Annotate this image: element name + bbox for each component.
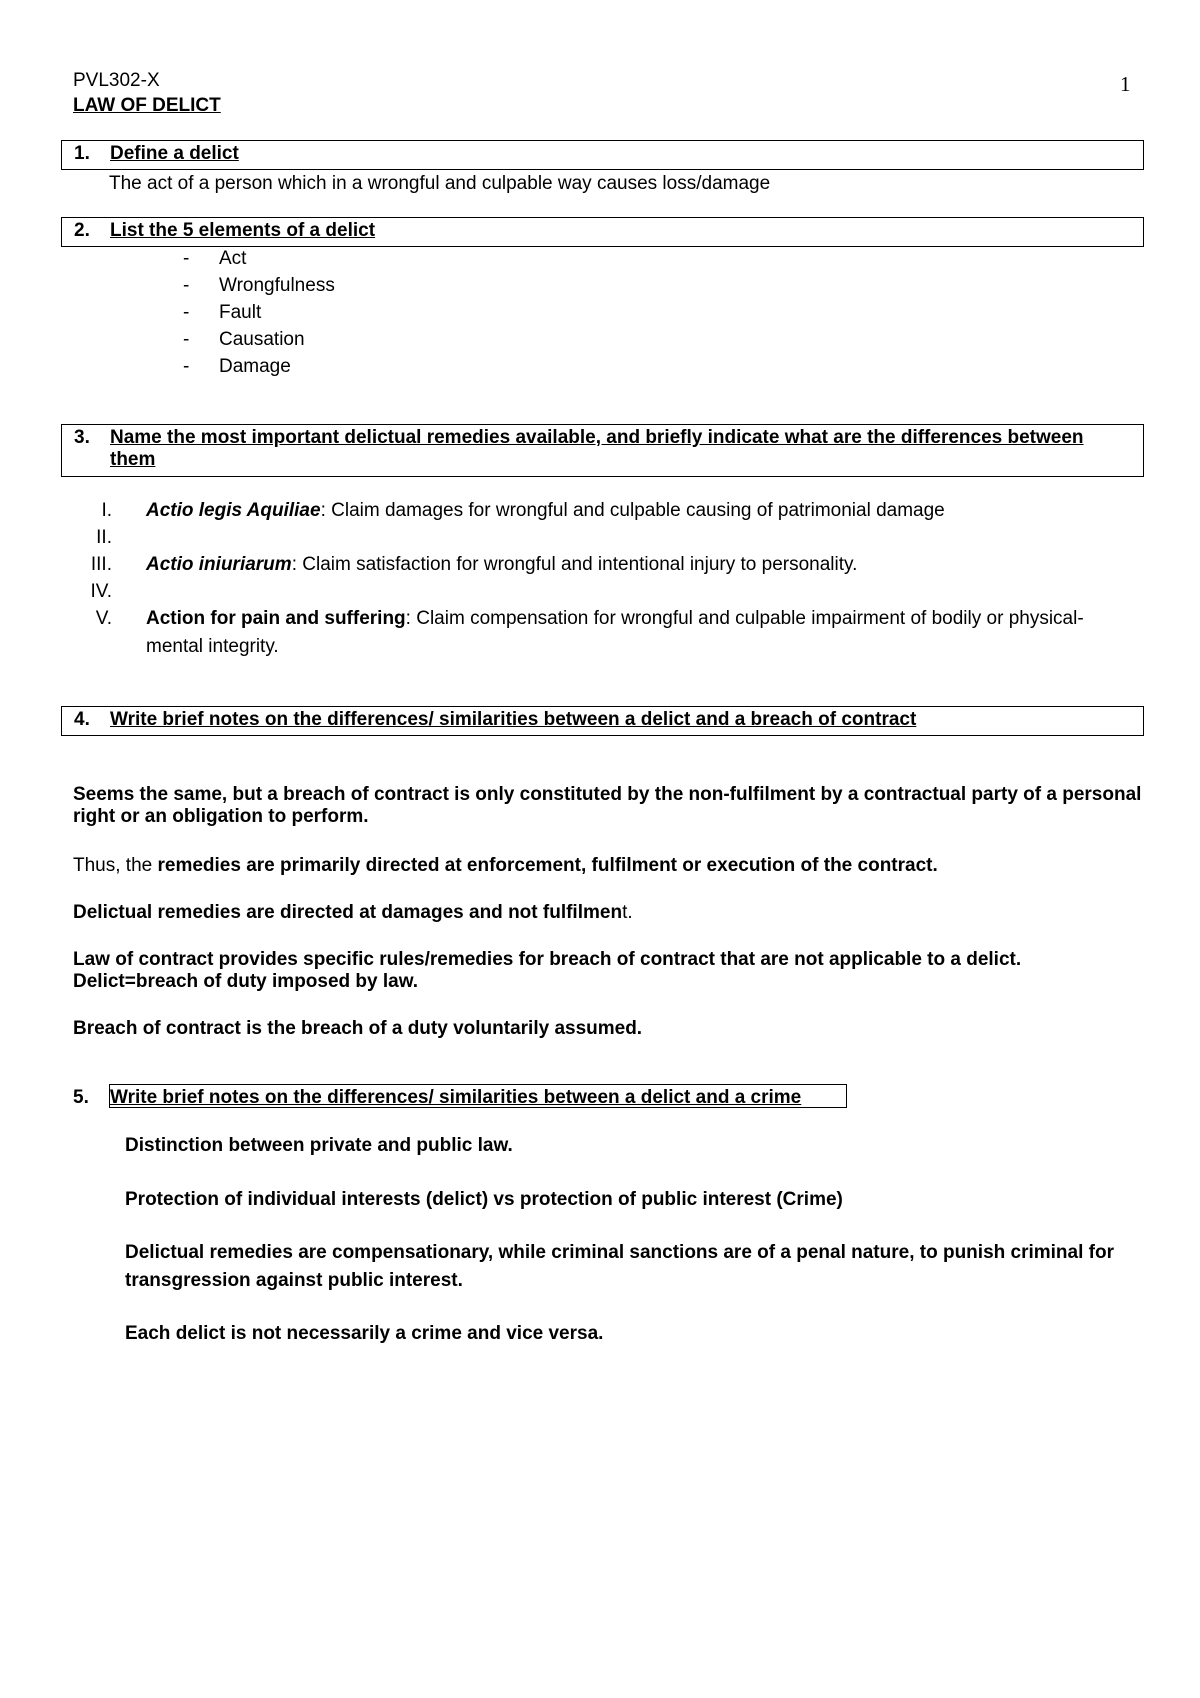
question-2-text: List the 5 elements of a delict bbox=[110, 220, 376, 241]
remedy-numeral: II. bbox=[96, 527, 112, 548]
remedy-name: Actio legis Aquiliae bbox=[146, 500, 321, 521]
list-item: Damage bbox=[219, 356, 291, 377]
q4-paragraph-3 bbox=[73, 902, 1153, 924]
remedy-item bbox=[146, 497, 1126, 525]
question-1-box bbox=[61, 140, 1144, 170]
question-2-box bbox=[61, 217, 1144, 247]
q5-paragraph-3: Delictual remedies are compensationary, while criminal sanctions are of a penal nature, to punish criminal for transgression against public interest. bbox=[125, 1242, 1114, 1291]
remedy-description: : Claim compensation for wrongful and culpable impairment of bodily or physical-mental integrity. bbox=[146, 608, 1084, 657]
q4-paragraph-2-lead: Thus, the bbox=[73, 855, 158, 876]
list-item: Causation bbox=[219, 329, 305, 350]
q5-paragraph-1: Distinction between private and public law. bbox=[125, 1135, 513, 1156]
list-dash: - bbox=[183, 302, 190, 323]
q5-paragraph-2: Protection of individual interests (delict) vs protection of public interest (Crime) bbox=[125, 1189, 843, 1210]
remedy-description: : Claim damages for wrongful and culpable causing of patrimonial damage bbox=[320, 500, 945, 521]
q4-paragraph-2-bold: remedies are primarily directed at enforcement, fulfilment or execution of the contract. bbox=[157, 855, 938, 876]
remedy-item bbox=[146, 605, 1126, 661]
question-5-text: Write brief notes on the differences/ similarities between a delict and a crime bbox=[110, 1087, 802, 1108]
q4-paragraph-6: Breach of contract is the breach of a duty voluntarily assumed. bbox=[73, 1018, 643, 1039]
remedy-numeral: V. bbox=[95, 608, 112, 629]
question-4-box bbox=[61, 706, 1144, 736]
question-3-box bbox=[61, 424, 1144, 477]
question-2-number: 2. bbox=[74, 220, 90, 241]
question-3-text: Name the most important delictual remedies available, and briefly indicate what are the differences between them bbox=[110, 427, 1084, 470]
list-item: Fault bbox=[219, 302, 262, 323]
remedy-item bbox=[146, 551, 1126, 579]
remedy-numeral: IV. bbox=[90, 581, 112, 602]
remedy-numeral: III. bbox=[90, 554, 112, 575]
question-4-text: Write brief notes on the differences/ similarities between a delict and a breach of contract bbox=[110, 709, 917, 730]
remedy-numeral: I. bbox=[101, 500, 112, 521]
q4-paragraph-1: Seems the same, but a breach of contract is only constituted by the non-fulfilment by a contractual party of a personal right or an obligation to perform. bbox=[73, 784, 1142, 827]
page-number: 1 bbox=[1120, 72, 1131, 96]
list-item: Act bbox=[219, 248, 247, 269]
q4-paragraph-5: Delict=breach of duty imposed by law. bbox=[73, 971, 419, 992]
remedy-name: Actio iniuriarum bbox=[146, 554, 292, 575]
list-dash: - bbox=[183, 356, 190, 377]
remedy-name: Action for pain and suffering bbox=[146, 608, 406, 629]
list-item: Wrongfulness bbox=[219, 275, 335, 296]
q4-paragraph-3-tail: t. bbox=[622, 902, 633, 923]
question-1-answer: The act of a person which in a wrongful and culpable way causes loss/damage bbox=[109, 173, 771, 194]
question-1-text: Define a delict bbox=[110, 143, 239, 164]
q5-paragraph-4: Each delict is not necessarily a crime and vice versa. bbox=[125, 1323, 604, 1344]
course-code: PVL302-X bbox=[73, 70, 160, 91]
list-dash: - bbox=[183, 248, 190, 269]
list-dash: - bbox=[183, 275, 190, 296]
q4-paragraph-2 bbox=[73, 855, 1153, 877]
question-3-number: 3. bbox=[74, 427, 90, 448]
question-4-number: 4. bbox=[74, 709, 90, 730]
remedy-description: : Claim satisfaction for wrongful and intentional injury to personality. bbox=[291, 554, 858, 575]
list-dash: - bbox=[183, 329, 190, 350]
question-1-number: 1. bbox=[74, 143, 90, 164]
question-5-number: 5. bbox=[73, 1087, 89, 1108]
q4-paragraph-4: Law of contract provides specific rules/remedies for breach of contract that are not applicable to a delict. bbox=[73, 949, 1022, 970]
q4-paragraph-3-bold: Delictual remedies are directed at damages and not fulfilmen bbox=[73, 902, 623, 923]
document-title: LAW OF DELICT bbox=[73, 95, 221, 116]
